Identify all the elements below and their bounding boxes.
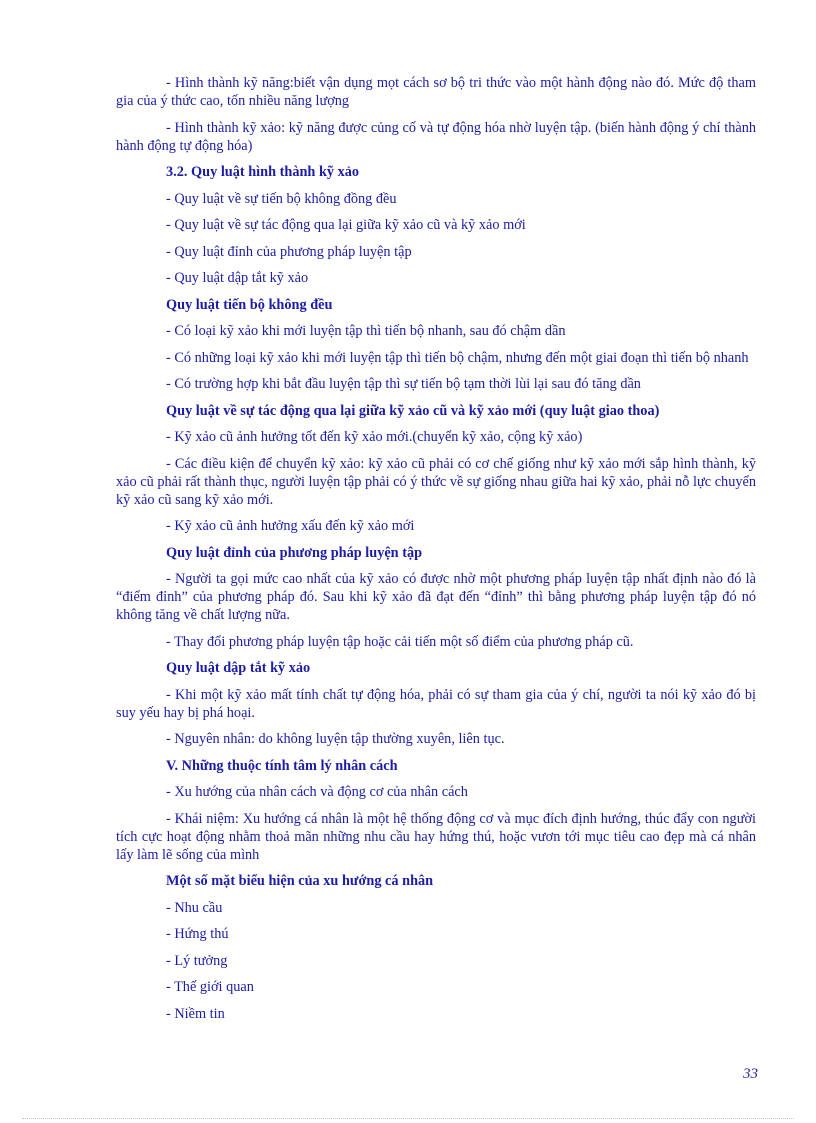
- paragraph: - Kỹ xảo cũ ảnh hưởng xấu đến kỹ xảo mới: [166, 518, 415, 534]
- paragraph: - Người ta gọi mức cao nhất của kỹ xảo có được nhờ một phương pháp luyện tập nhất định nào đó là “điểm đỉnh” của phương pháp đó. Sau khi kỹ xảo đã đạt đến “đỉnh” thì bằng phương pháp luyện tập đó nó không tăng về chất lượng nữa.: [116, 571, 756, 623]
- list-item: - Nhu cầu: [166, 899, 223, 916]
- section-heading: 3.2. Quy luật hình thành kỹ xảo: [166, 164, 360, 180]
- paragraph: - Xu hướng của nhân cách và động cơ của nhân cách: [166, 784, 468, 800]
- section-heading: Quy luật đỉnh của phương pháp luyện tập: [166, 544, 423, 561]
- section-heading: V. Những thuộc tính tâm lý nhân cách: [166, 757, 398, 774]
- page-content: [116, 74, 756, 1031]
- paragraph: - Có loại kỹ xảo khi mới luyện tập thì tiến bộ nhanh, sau đó chậm dần: [166, 323, 566, 339]
- page-number: 33: [743, 1066, 758, 1082]
- list-item: - Quy luật về sự tác động qua lại giữa kỹ xảo cũ và kỹ xảo mới: [166, 217, 526, 233]
- paragraph: - Thay đổi phương pháp luyện tập hoặc cải tiến một số điểm của phương pháp cũ.: [166, 633, 634, 650]
- paragraph: - Có những loại kỹ xảo khi mới luyện tập thì tiến bộ chậm, nhưng đến một giai đoạn thì tiến bộ nhanh: [166, 349, 749, 366]
- list-item: - Quy luật dập tắt kỹ xảo: [166, 270, 309, 286]
- paragraph: - Hình thành kỹ xảo: kỹ năng được củng cố và tự động hóa nhờ luyện tập. (biến hành động ý chí thành hành động tự động hóa): [116, 119, 756, 154]
- paragraph: - Có trường hợp khi bắt đầu luyện tập thì sự tiến bộ tạm thời lùi lại sau đó tăng dần: [166, 376, 641, 392]
- list-item: - Thế giới quan: [166, 979, 254, 995]
- page-bottom-divider: [22, 1118, 794, 1119]
- list-item: - Quy luật về sự tiến bộ không đồng đều: [166, 190, 397, 207]
- paragraph: - Nguyên nhân: do không luyện tập thường xuyên, liên tục.: [166, 731, 505, 747]
- paragraph: - Khái niệm: Xu hướng cá nhân là một hệ thống động cơ và mục đích định hướng, thúc đẩy con người tích cực hoạt động nhằm thoả mãn những nhu cầu hay hứng thú, hoặc vươn tới mục tiêu cao đẹp mà cá nhân lấy làm lẽ sống của mình: [116, 810, 756, 863]
- paragraph: - Các điều kiện để chuyển kỹ xảo: kỹ xảo cũ phải có cơ chế giống như kỹ xảo mới sắp hình thành, kỹ xảo cũ phải rất thành thục, người luyện tập phải có ý thức về sự giống nhau giữa hai kỹ xảo, phải nỗ lực chuyển kỹ xảo cũ sang kỹ xảo mới.: [116, 455, 756, 508]
- list-item: - Lý tưởng: [166, 952, 228, 969]
- list-item: - Niềm tin: [166, 1005, 225, 1022]
- paragraph: - Hình thành kỹ năng:biết vận dụng mọt cách sơ bộ tri thức vào một hành động nào đó. Mức độ tham gia của ý thức cao, tốn nhiều năng lượng: [116, 75, 756, 109]
- paragraph: - Kỹ xảo cũ ảnh hưởng tốt đến kỹ xảo mới.(chuyển kỹ xảo, cộng kỹ xảo): [166, 429, 583, 445]
- list-item: - Quy luật đỉnh của phương pháp luyện tập: [166, 243, 412, 260]
- section-heading: Quy luật tiến bộ không đều: [166, 296, 333, 313]
- paragraph: - Khi một kỹ xảo mất tính chất tự động hóa, phải có sự tham gia của ý chí, người ta nói kỹ xảo đó bị suy yếu hay bị phá hoại.: [116, 686, 756, 721]
- section-heading: Một số mặt biểu hiện của xu hướng cá nhân: [166, 873, 434, 889]
- list-item: - Hứng thú: [166, 926, 229, 942]
- section-heading: Quy luật về sự tác động qua lại giữa kỹ xảo cũ và kỹ xảo mới (quy luật giao thoa): [166, 402, 660, 419]
- section-heading: Quy luật dập tắt kỹ xảo: [166, 660, 311, 676]
